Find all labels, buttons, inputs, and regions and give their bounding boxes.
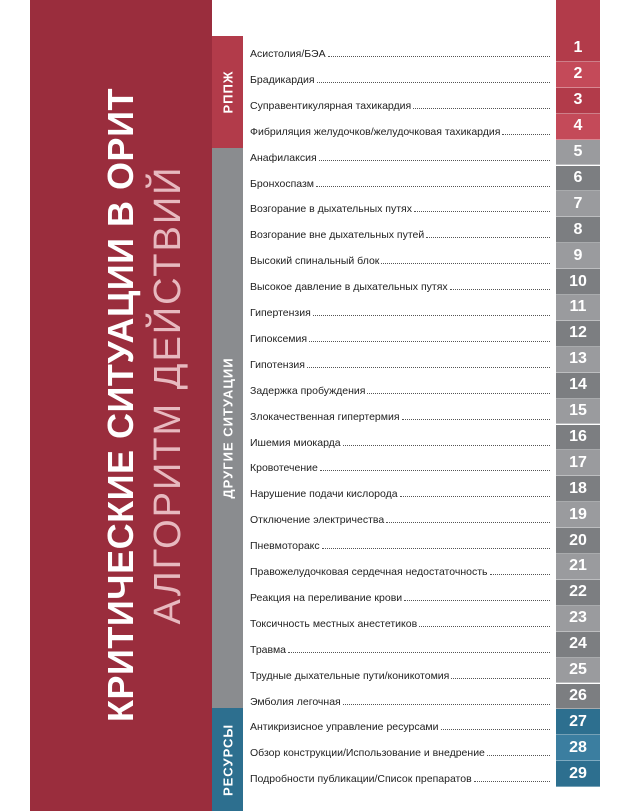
tab-number-17[interactable]: 17 (556, 450, 600, 476)
toc-item-label: Подробности публикации/Список препаратов (250, 773, 472, 786)
toc-item[interactable] (250, 251, 550, 267)
tab-number-27[interactable]: 27 (556, 709, 600, 735)
toc-leader-dots (319, 160, 550, 161)
toc-item-label: Токсичность местных анестетиков (250, 617, 418, 630)
toc-item-label: Бронхоспазм (250, 177, 315, 190)
toc-item[interactable] (250, 174, 550, 190)
toc-item[interactable] (250, 717, 550, 733)
tab-number-13[interactable]: 13 (556, 347, 600, 373)
tab-number-21[interactable]: 21 (556, 554, 600, 580)
toc-leader-dots (288, 652, 550, 653)
toc-leader-dots (307, 367, 550, 368)
toc-item-label: Обзор конструкции/Использование и внедрение (250, 747, 485, 760)
toc-item[interactable] (250, 640, 550, 656)
toc-leader-dots (317, 82, 550, 83)
toc-leader-dots (400, 496, 550, 497)
tab-number-8[interactable]: 8 (556, 217, 600, 243)
toc-leader-dots (404, 600, 550, 601)
toc-item[interactable] (250, 510, 550, 526)
tab-number-12[interactable]: 12 (556, 321, 600, 347)
toc-leader-dots (414, 211, 550, 212)
tab-number-14[interactable]: 14 (556, 373, 600, 399)
toc-leader-dots (451, 678, 550, 679)
cover-subtitle: АЛГОРИТМ ДЕЙСТВИЙ (147, 165, 189, 625)
toc-leader-dots (419, 626, 550, 627)
toc-item[interactable] (250, 381, 550, 397)
toc-item[interactable] (250, 148, 550, 164)
toc-item-label: Возгорание вне дыхательных путей (250, 229, 425, 242)
toc-item-label: Реакция на переливание крови (250, 591, 403, 604)
toc-leader-dots (402, 419, 550, 420)
toc-item[interactable] (250, 562, 550, 578)
toc-leader-dots (441, 729, 550, 730)
toc-item-label: Антикризисное управление ресурсами (250, 721, 439, 734)
toc-leader-dots (474, 781, 550, 782)
tab-number-7[interactable]: 7 (556, 191, 600, 217)
section-rpzh (212, 36, 243, 148)
section-label-rpzh: РППЖ (220, 70, 235, 114)
tab-number-18[interactable]: 18 (556, 476, 600, 502)
toc-item-label: Ишемия миокарда (250, 436, 341, 449)
tab-number-23[interactable]: 23 (556, 606, 600, 632)
tab-number-24[interactable]: 24 (556, 632, 600, 658)
toc-item-label: Правожелудочковая сердечная недостаточность (250, 566, 488, 578)
tab-number-29[interactable]: 29 (556, 761, 600, 787)
toc-leader-dots (316, 186, 550, 187)
tab-number-22[interactable]: 22 (556, 580, 600, 606)
toc-item[interactable] (250, 614, 550, 630)
toc-leader-dots (490, 574, 551, 575)
toc-item[interactable] (250, 303, 550, 319)
toc-item-label: Возгорание в дыхательных путях (250, 203, 412, 216)
section-label-other: ДРУГИЕ СИТУАЦИИ (220, 357, 235, 499)
toc-item[interactable] (250, 458, 550, 474)
section-resources (212, 708, 243, 811)
tab-number-19[interactable]: 19 (556, 502, 600, 528)
tab-number-26[interactable]: 26 (556, 684, 600, 710)
tab-number-2[interactable]: 2 (556, 62, 600, 88)
toc-leader-dots (413, 108, 550, 109)
toc-leader-dots (320, 470, 550, 471)
toc-item-label: Пневмоторакс (250, 540, 320, 553)
toc-leader-dots (450, 289, 550, 290)
toc-item-label: Гипоксемия (250, 332, 308, 345)
toc-item-label: Фибриляция желудочков/желудочковая тахикардия (250, 125, 501, 138)
tab-number-20[interactable]: 20 (556, 528, 600, 554)
toc-leader-dots (502, 134, 550, 135)
toc-item-label: Гипотензия (250, 358, 305, 371)
toc-item-label: Брадикардия (250, 73, 315, 86)
toc-item-label: Задержка пробуждения (250, 384, 366, 397)
toc-item[interactable] (250, 225, 550, 241)
toc-item-label: Анафилаксия (250, 151, 317, 164)
toc-item-label: Трудные дыхательные пути/коникотомия (250, 669, 450, 682)
section-other (212, 148, 243, 708)
tab-number-9[interactable]: 9 (556, 243, 600, 269)
toc-leader-dots (313, 315, 550, 316)
toc-item[interactable] (250, 536, 550, 552)
toc-item-label: Эмболия легочная (250, 695, 341, 708)
toc-item[interactable] (250, 433, 550, 449)
toc-leader-dots (426, 237, 550, 238)
toc-leader-dots (309, 341, 550, 342)
toc-item[interactable] (250, 70, 550, 86)
toc-item-label: Кровотечение (250, 462, 318, 475)
toc-leader-dots (343, 445, 550, 446)
tab-number-11[interactable]: 11 (556, 295, 600, 321)
toc-item[interactable] (250, 122, 550, 138)
tab-number-3[interactable]: 3 (556, 88, 600, 114)
toc-leader-dots (328, 56, 550, 57)
tab-number-10[interactable]: 10 (556, 269, 600, 295)
toc-leader-dots (343, 704, 550, 705)
toc-item[interactable] (250, 329, 550, 345)
toc-item-label: Высокий спинальный блок (250, 255, 380, 268)
toc-item[interactable] (250, 588, 550, 604)
toc-item-label: Высокое давление в дыхательных путях (250, 281, 448, 294)
toc-item-label: Асистолия/БЭА (250, 48, 326, 60)
tab-number-15[interactable]: 15 (556, 399, 600, 425)
toc-leader-dots (386, 522, 550, 523)
toc-leader-dots (367, 393, 550, 394)
toc-item[interactable] (250, 484, 550, 500)
toc-leader-dots (487, 755, 550, 756)
toc-item-label: Отключение электричества (250, 514, 385, 527)
toc-item-label: Суправентикулярная тахикардия (250, 99, 412, 112)
toc-leader-dots (381, 263, 550, 264)
cover-title: КРИТИЧЕСКИЕ СИТУАЦИИ В ОРИТ (100, 88, 141, 722)
toc-item[interactable] (250, 355, 550, 371)
tab-number-25[interactable]: 25 (556, 658, 600, 684)
tab-number-4[interactable]: 4 (556, 114, 600, 140)
tab-number-16[interactable]: 16 (556, 425, 600, 451)
toc-item[interactable] (250, 666, 550, 682)
toc-item[interactable] (250, 277, 550, 293)
tab-number-28[interactable]: 28 (556, 735, 600, 761)
tab-number-5[interactable]: 5 (556, 140, 600, 166)
section-label-resources: РЕСУРСЫ (220, 723, 235, 796)
tab-number-1[interactable]: 1 (556, 36, 600, 62)
toc-item[interactable] (250, 407, 550, 423)
toc-item[interactable] (250, 199, 550, 215)
toc-item-label: Травма (250, 643, 287, 656)
toc-item-label: Гипертензия (250, 307, 311, 319)
toc-leader-dots (322, 548, 550, 549)
toc-item[interactable] (250, 743, 550, 759)
tab-number-6[interactable]: 6 (556, 166, 600, 192)
toc-item[interactable] (250, 44, 550, 60)
tab-strip-top (556, 0, 600, 36)
toc-item[interactable] (250, 96, 550, 112)
toc-item-label: Нарушение подачи кислорода (250, 488, 398, 501)
toc-item[interactable] (250, 769, 550, 785)
toc-item[interactable] (250, 692, 550, 708)
toc-item-label: Злокачественная гипертермия (250, 410, 400, 423)
